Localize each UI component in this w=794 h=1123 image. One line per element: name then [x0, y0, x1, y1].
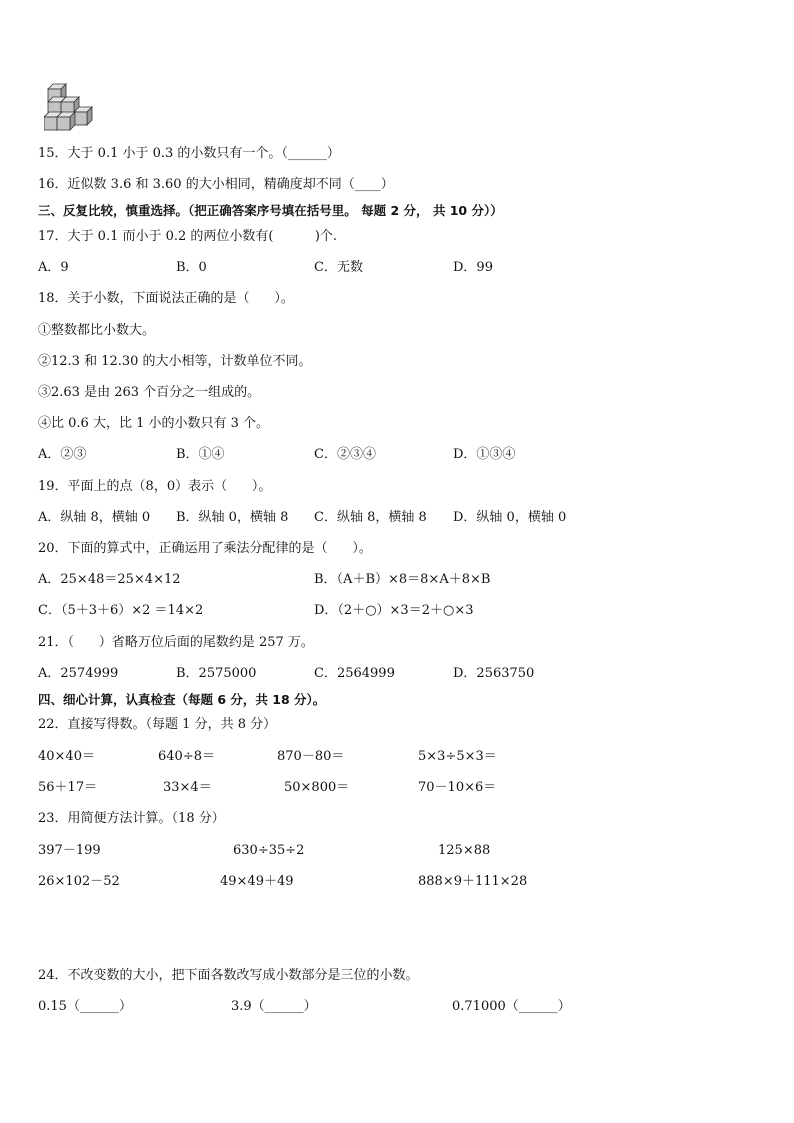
q22-item: 56＋17＝ — [38, 780, 98, 795]
question-22-stem: 22．直接写得数。（每题 1 分，共 8 分） — [38, 717, 277, 732]
q23-item: 630÷35÷2 — [233, 843, 305, 858]
q20-option-d: D．（2＋○）×3＝2＋○×3 — [314, 603, 474, 618]
q21-option-a: A．2574999 — [38, 666, 119, 681]
question-24-stem: 24．不改变数的大小，把下面各数改写成小数部分是三位的小数。 — [38, 968, 419, 983]
q22-item: 40×40＝ — [38, 749, 95, 764]
q22-item: 5×3÷5×3＝ — [418, 749, 497, 764]
q18-option-b: B．①④ — [176, 447, 225, 462]
section-3-heading: 三、反复比较，慎重选择。（把正确答案序号填在括号里。 每题 2 分， 共 10 分）） — [38, 203, 503, 218]
q21-option-c: C．2564999 — [314, 666, 395, 681]
q22-item: 70－10×6＝ — [418, 780, 497, 795]
question-21-stem: 21．（ ）省略万位后面的尾数约是 257 万。 — [38, 635, 314, 650]
q20-option-b: B．（A＋B）×8＝8×A＋8×B — [314, 572, 491, 587]
section-4-heading: 四、细心计算，认真检查（每题 6 分，共 18 分）。 — [38, 692, 326, 707]
question-19-stem: 19．平面上的点（8，0）表示（ ）。 — [38, 479, 272, 494]
q23-item: 397－199 — [38, 843, 101, 858]
q19-option-c: C．纵轴 8，横轴 8 — [314, 510, 427, 525]
q18-option-d: D．①③④ — [453, 447, 516, 462]
question-18-stem: 18．关于小数，下面说法正确的是（ ）。 — [38, 291, 294, 306]
q18-statement-3: ③2.63 是由 263 个百分之一组成的。 — [38, 385, 261, 400]
q17-option-b: B．0 — [176, 260, 207, 275]
question-23-stem: 23．用简便方法计算。（18 分） — [38, 811, 225, 826]
q18-option-a: A．②③ — [38, 447, 87, 462]
q20-option-a: A．25×48＝25×4×12 — [38, 572, 181, 587]
q22-item: 640÷8＝ — [158, 749, 215, 764]
q22-item: 870－80＝ — [277, 749, 345, 764]
q23-item: 49×49＋49 — [220, 874, 294, 889]
question-17-stem: 17．大于 0.1 而小于 0.2 的两位小数有( )个. — [38, 229, 338, 244]
q24-item: 0.71000（______） — [452, 999, 571, 1014]
q22-item: 33×4＝ — [163, 780, 212, 795]
q21-option-b: B．2575000 — [176, 666, 257, 681]
q19-option-d: D．纵轴 0，横轴 0 — [453, 510, 567, 525]
q24-item: 3.9（______） — [231, 999, 317, 1014]
question-16: 16．近似数 3.6 和 3.60 的大小相同，精确度却不同（____） — [38, 177, 394, 192]
q23-item: 888×9＋111×28 — [418, 874, 528, 889]
q18-option-c: C．②③④ — [314, 447, 376, 462]
q18-statement-1: ①整数都比小数大。 — [38, 323, 156, 338]
q17-option-a: A．9 — [38, 260, 69, 275]
q23-item: 125×88 — [438, 843, 491, 858]
q24-item: 0.15（______） — [38, 999, 132, 1014]
stacked-cubes-figure — [44, 82, 100, 134]
q18-statement-4: ④比 0.6 大，比 1 小的小数只有 3 个。 — [38, 416, 270, 431]
question-15: 15．大于 0.1 小于 0.3 的小数只有一个。（______） — [38, 146, 340, 161]
q20-option-c: C．（5＋3＋6）×2 ＝14×2 — [38, 603, 204, 618]
question-20-stem: 20．下面的算式中，正确运用了乘法分配律的是（ ）。 — [38, 541, 372, 556]
q17-option-c: C．无数 — [314, 260, 363, 275]
q19-option-b: B．纵轴 0，横轴 8 — [176, 510, 289, 525]
q21-option-d: D．2563750 — [453, 666, 535, 681]
q22-item: 50×800＝ — [284, 780, 350, 795]
q18-statement-2: ②12.3 和 12.30 的大小相等，计数单位不同。 — [38, 354, 312, 369]
q17-option-d: D．99 — [453, 260, 493, 275]
q19-option-a: A．纵轴 8，横轴 0 — [38, 510, 151, 525]
q23-item: 26×102－52 — [38, 874, 120, 889]
